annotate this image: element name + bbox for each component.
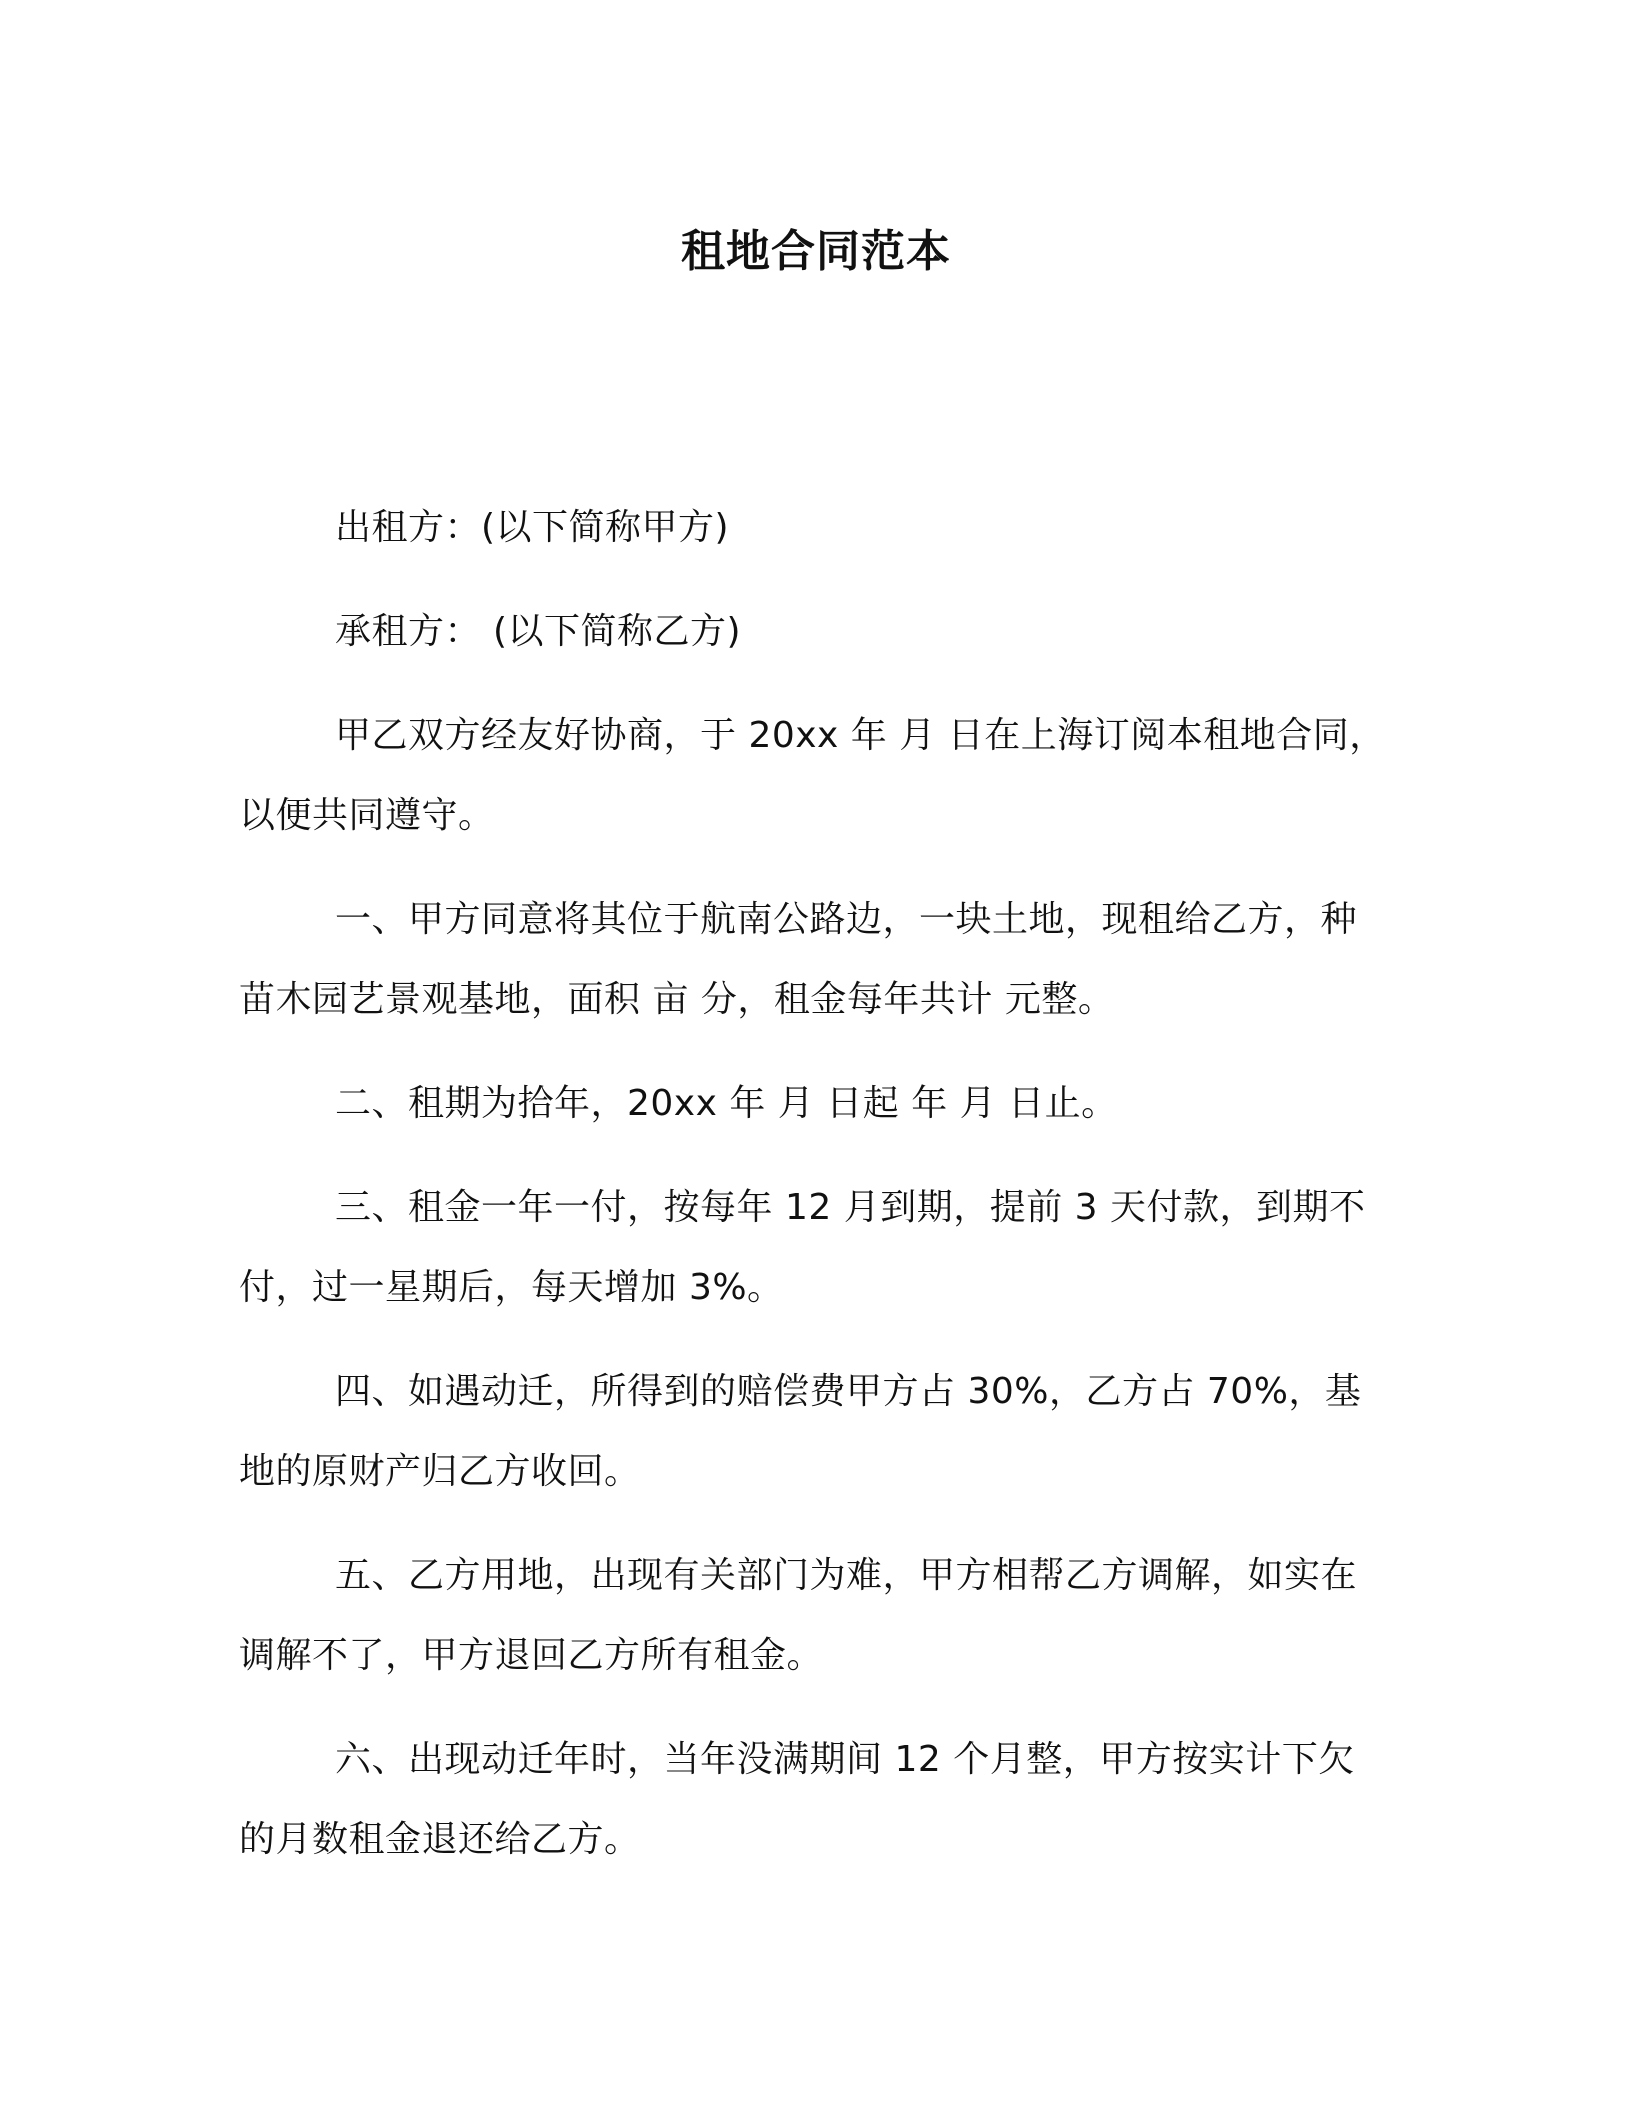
paragraph-preamble: 甲乙双方经友好协商，于 20xx 年 月 日在上海订阅本租地合同，以便共同遵守。: [239, 715, 1386, 836]
paragraph-clause-1: 一、甲方同意将其位于航南公路边，一块土地，现租给乙方，种苗木园艺景观基地，面积 亩 分，租金每年共计 元整。: [239, 899, 1358, 1020]
document-body: [239, 488, 1389, 1904]
document-title: 租地合同范本: [681, 226, 951, 277]
paragraph-lessee: 承租方： (以下简称乙方): [335, 611, 742, 652]
paragraph-clause-2: 二、租期为拾年，20xx 年 月 日起 年 月 日止。: [335, 1083, 1118, 1124]
paragraph-lessor: 出租方：(以下简称甲方): [335, 507, 730, 548]
paragraph-clause-4: 四、如遇动迁，所得到的赔偿费甲方占 30%，乙方占 70%，基地的原财产归乙方收回。: [239, 1371, 1362, 1492]
paragraph-clause-5: 五、乙方用地，出现有关部门为难，甲方相帮乙方调解，如实在调解不了，甲方退回乙方所有租金。: [239, 1555, 1358, 1676]
paragraph-clause-6: 六、出现动迁年时，当年没满期间 12 个月整，甲方按实计下欠的月数租金退还给乙方。: [239, 1739, 1355, 1860]
paragraph-clause-3: 三、租金一年一付，按每年 12 月到期，提前 3 天付款，到期不付，过一星期后，每天增加 3%。: [239, 1187, 1366, 1308]
